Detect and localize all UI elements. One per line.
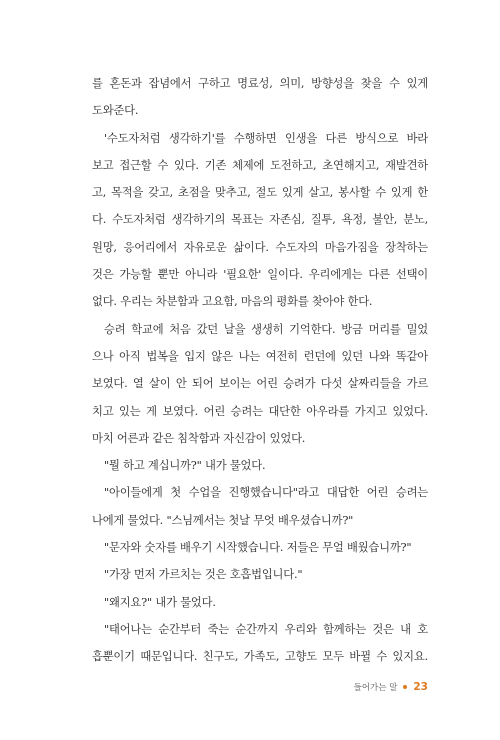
text-line: 보고 접근할 수 있다. 기존 체제에 도전하고, 초연해지고, 재발견하 <box>92 158 428 172</box>
body-text <box>92 70 428 671</box>
text-line: 다. 수도자처럼 생각하기의 목표는 자존심, 질투, 욕정, 불안, 분노, <box>92 213 428 227</box>
text-line: 없다. 우리는 차분함과 고요함, 마음의 평화를 찾아야 한다. <box>92 295 373 309</box>
text-line: '수도자처럼 생각하기'를 수행하면 인생을 다른 방식으로 바라 <box>104 131 428 145</box>
text-line: 마치 어른과 같은 침착함과 자신감이 있었다. <box>92 431 306 445</box>
text-line: 흡뿐이기 때문입니다. 친구도, 가족도, 고향도 모두 바뀔 수 있지요. <box>92 650 428 664</box>
section-label: 들어가는 말 <box>353 683 398 693</box>
text-line: "문자와 숫자를 배우기 시작했습니다. 저들은 무얼 배웠습니까?" <box>104 541 412 555</box>
text-line: "태어나는 순간부터 죽는 순간까지 우리와 함께하는 것은 내 호 <box>104 622 428 636</box>
text-line: "뭘 하고 계십니까?" 내가 물었다. <box>104 459 266 473</box>
text-line: 고, 목적을 갖고, 초점을 맞추고, 절도 있게 살고, 봉사할 수 있게 한 <box>92 186 428 200</box>
page-number: 23 <box>413 681 428 693</box>
text-line: 원망, 응어리에서 자유로운 삶이다. 수도자의 마음가짐을 장착하는 <box>92 240 428 254</box>
text-line: 보였다. 열 살이 안 되어 보이는 어린 승려가 다섯 살짜리들을 가르 <box>92 377 428 391</box>
text-line: 도와준다. <box>92 104 139 118</box>
bullet-dot-icon <box>403 685 407 689</box>
text-line: "왜지요?" 내가 물었다. <box>104 595 216 609</box>
text-line: 으나 아직 법복을 입지 않은 나는 여전히 런던에 있던 나와 똑같아 <box>92 349 428 363</box>
text-line: "가장 먼저 가르치는 것은 호흡법입니다." <box>104 568 303 582</box>
text-line: 나에게 물었다. "스님께서는 첫날 무엇 배우셨습니까?" <box>92 513 354 527</box>
text-line: 치고 있는 게 보였다. 어린 승려는 대단한 아우라를 가지고 있었다. <box>92 404 428 418</box>
text-line: 것은 가능할 뿐만 아니라 '필요한' 일이다. 우리에게는 다른 선택이 <box>92 268 428 282</box>
text-line: 승려 학교에 처음 갔던 날을 생생히 기억한다. 방금 머리를 밀었 <box>104 322 428 336</box>
text-line: "아이들에게 첫 수업을 진행했습니다"라고 대답한 어린 승려는 <box>104 486 428 500</box>
text-line: 를 혼돈과 잡념에서 구하고 명료성, 의미, 방향성을 찾을 수 있게 <box>92 77 428 90</box>
page-footer <box>354 681 428 693</box>
